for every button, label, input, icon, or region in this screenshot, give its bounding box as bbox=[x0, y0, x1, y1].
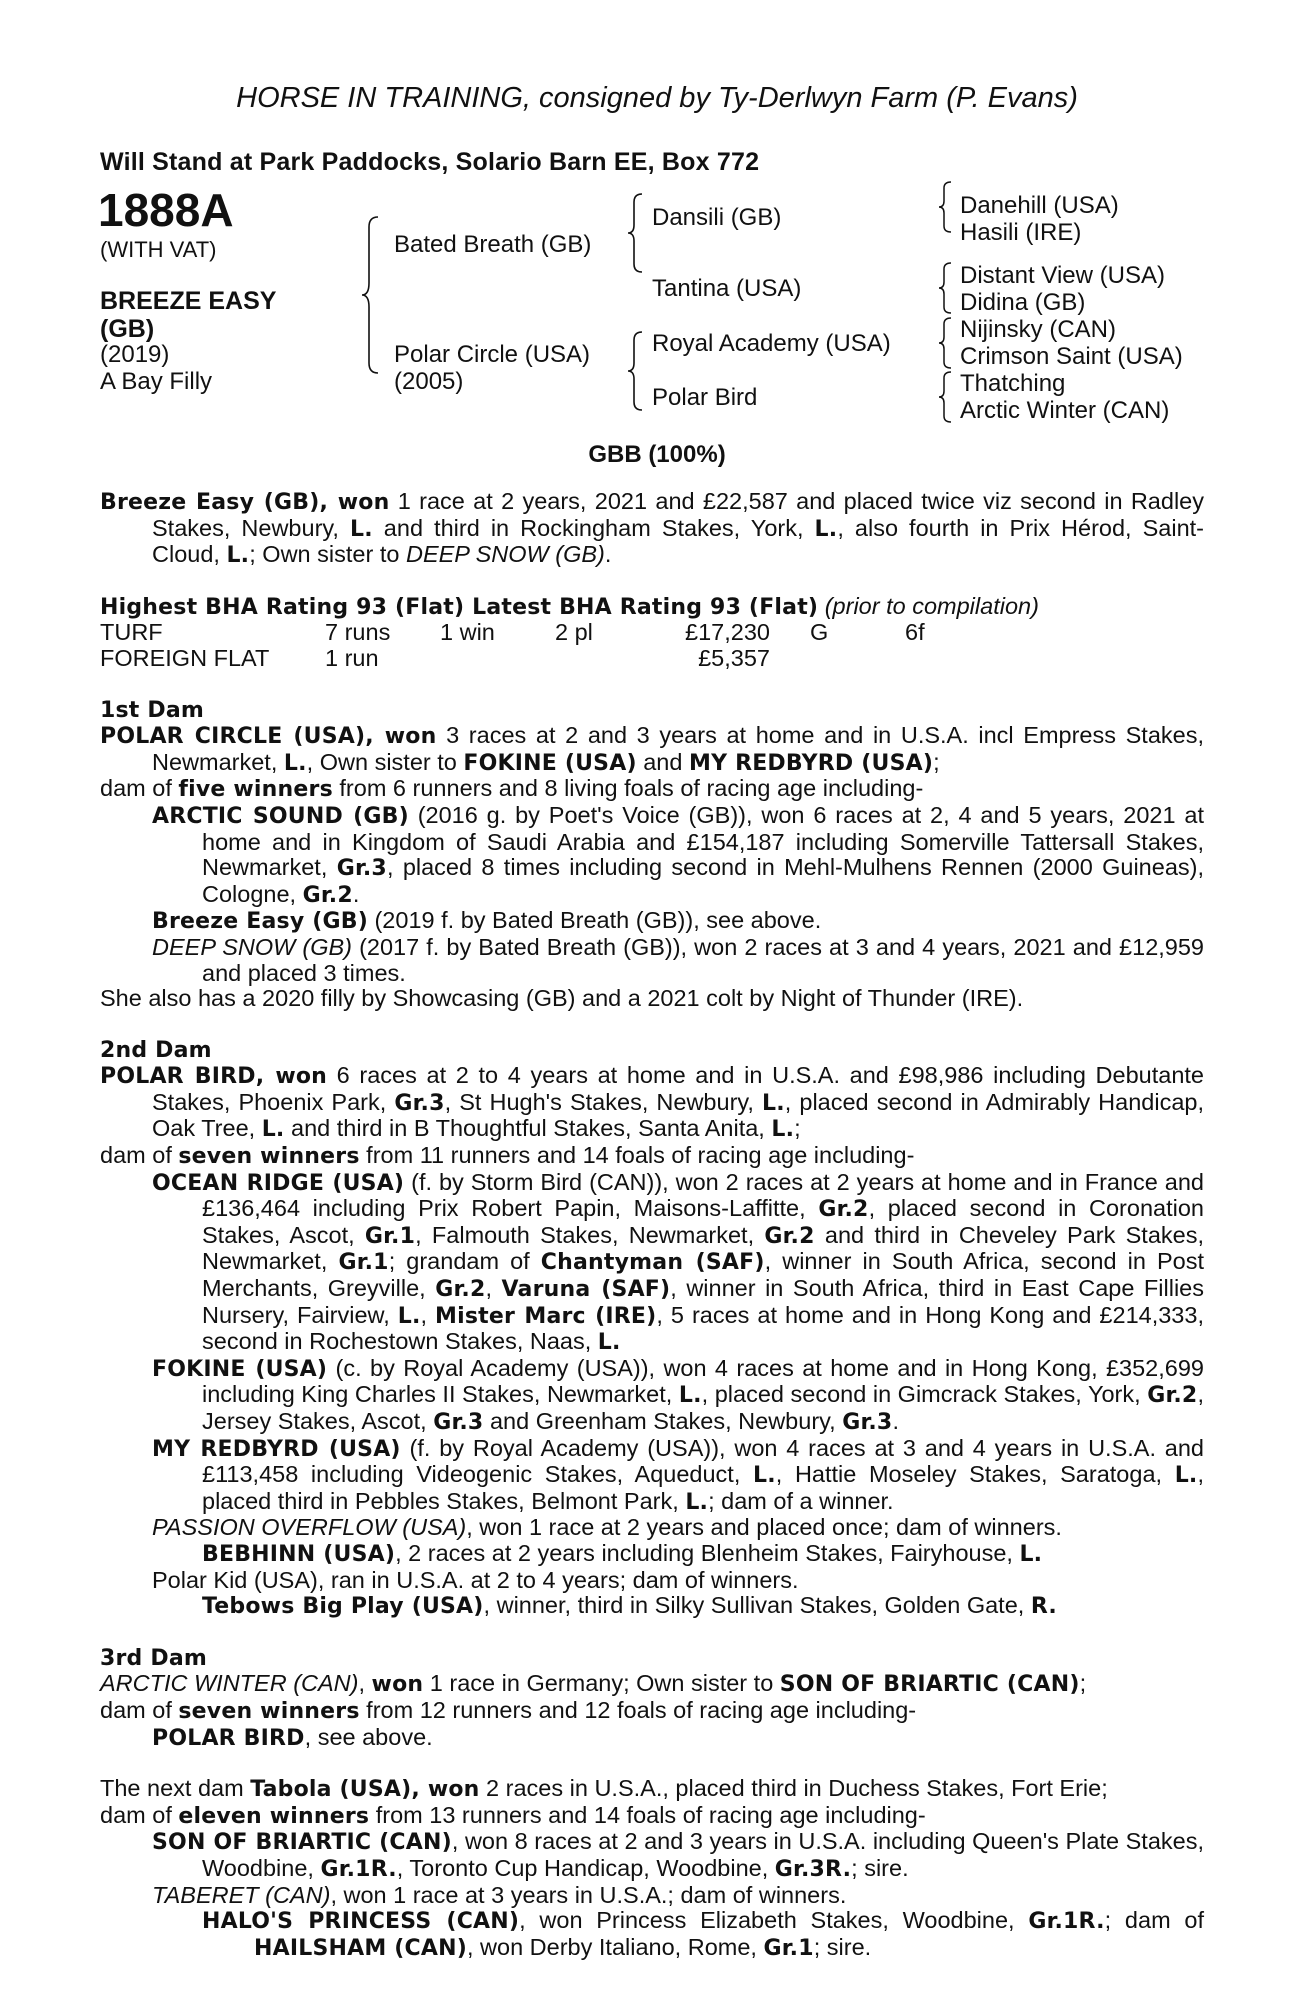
sire-sire: Dansili (GB) bbox=[652, 204, 782, 231]
stand-location: Will Stand at Park Paddocks, Solario Barn EE, Box 772 bbox=[100, 148, 760, 176]
dam-sire: Royal Academy (USA) bbox=[652, 330, 891, 357]
produce-arctic-sound: ARCTIC SOUND (GB) (2016 g. by Poet's Voice (GB)), won 6 races at 2, 4 and 5 years, 2021 at home and in Kingdom of Saudi Arabia and £154,187 including Somerville Tattersall Stakes, Newmarket, Gr.3, placed 8 times including second in Mehl-Mulhens Rennen (2000 Guineas), Cologne, Gr.2. bbox=[152, 801, 1204, 908]
tantina-brace bbox=[937, 261, 955, 315]
second-dam-produce-summary: dam of seven winners from 11 runners and 14 foals of racing age including- bbox=[100, 1142, 915, 1170]
second-dam-heading: 2nd Dam bbox=[100, 1037, 212, 1063]
first-dam-other-produce: She also has a 2020 filly by Showcasing (GB) and a 2021 colt by Night of Thunder (IRE). bbox=[100, 985, 1024, 1012]
gg-4: Didina (GB) bbox=[960, 289, 1086, 316]
summary-paragraph: Breeze Easy (GB), won 1 race at 2 years, 2021 and £22,587 and placed twice viz second in Radley Stakes, Newbury, L. and third in Rockingham Stakes, York, L., also fourth in Prix Hérod, Saint-Cloud, L.; Own sister to DEEP SNOW (GB). bbox=[100, 488, 1205, 569]
produce-bebhinn: BEBHINN (USA), 2 races at 2 years including Blenheim Stakes, Fairyhouse, L. bbox=[202, 1539, 1043, 1567]
horse-description: A Bay Filly bbox=[100, 368, 213, 395]
catalogue-body bbox=[100, 489, 1204, 1961]
sire-dam: Tantina (USA) bbox=[652, 275, 802, 302]
turf-row: TURF 7 runs 1 win 2 pl £17,230 G 6f bbox=[100, 619, 925, 646]
horse-country: (GB) bbox=[100, 315, 155, 343]
produce-taberet: TABERET (CAN), won 1 race at 3 years in U.S.A.; dam of winners. bbox=[152, 1881, 847, 1908]
dam-line-brace bbox=[626, 330, 646, 412]
rating-note: (prior to compilation) bbox=[824, 592, 1039, 619]
produce-tebows-big-play: Tebows Big Play (USA), winner, third in Silky Sullivan Stakes, Golden Gate, R. bbox=[202, 1592, 1057, 1620]
dam-dam: Polar Bird bbox=[652, 384, 758, 411]
dansili-brace bbox=[937, 180, 955, 234]
produce-deep-snow: DEEP SNOW (GB) (2017 f. by Bated Breath (GB)), won 2 races at 3 and 4 years, 2021 and £12,959 and placed 3 times. bbox=[152, 933, 1204, 986]
produce-son-of-briartic: SON OF BRIARTIC (CAN), won 8 races at 2 and 3 years in U.S.A. including Queen's Plate Stakes, Woodbine, Gr.1R., Toronto Cup Handicap, Woodbine, Gr.3R.; sire. bbox=[152, 1828, 1204, 1882]
foreign-row: FOREIGN FLAT 1 run £5,357 bbox=[100, 644, 770, 671]
horse-year: (2019) bbox=[100, 341, 170, 368]
sire-line-brace bbox=[626, 192, 646, 274]
produce-breeze-easy: Breeze Easy (GB) (2019 f. by Bated Breath (GB)), see above. bbox=[152, 907, 822, 935]
vat-note: (WITH VAT) bbox=[100, 237, 217, 262]
gg-6: Crimson Saint (USA) bbox=[960, 343, 1183, 370]
rating-block bbox=[100, 594, 1204, 672]
produce-polar-bird: POLAR BIRD, see above. bbox=[152, 1723, 433, 1751]
polar-bird-brace bbox=[937, 370, 955, 424]
rating-heading: Highest BHA Rating 93 (Flat) Latest BHA Rating 93 (Flat) bbox=[100, 594, 819, 620]
royal-academy-brace bbox=[937, 316, 955, 370]
produce-halos-princess: HALO'S PRINCESS (CAN), won Princess Elizabeth Stakes, Woodbine, Gr.1R.; dam of HAILSHAM (CAN), won Derby Italiano, Rome, Gr.1; sire. bbox=[202, 1907, 1204, 1961]
produce-passion-overflow: PASSION OVERFLOW (USA), won 1 race at 2 years and placed once; dam of winners. bbox=[152, 1514, 1062, 1541]
gg-8: Arctic Winter (CAN) bbox=[960, 397, 1170, 424]
gg-7: Thatching bbox=[960, 370, 1066, 397]
gg-2: Hasili (IRE) bbox=[960, 219, 1082, 246]
first-dam-heading: 1st Dam bbox=[100, 697, 205, 723]
gbb-rating: GBB (100%) bbox=[588, 441, 726, 468]
horse-name: BREEZE EASY bbox=[100, 287, 277, 315]
gg-1: Danehill (USA) bbox=[960, 192, 1119, 219]
second-dam-record: POLAR BIRD, won 6 races at 2 to 4 years at home and in U.S.A. and £98,986 including Debutante Stakes, Phoenix Park, Gr.3, St Hugh's Stakes, Newbury, L., placed second in Admirably Handicap, Oak Tree, L. and third in B Thoughtful Stakes, Santa Anita, L.; bbox=[100, 1062, 1204, 1143]
fourth-dam-record: The next dam Tabola (USA), won 2 races in U.S.A., placed third in Duchess Stakes, Fort Erie; bbox=[100, 1775, 1108, 1803]
produce-ocean-ridge: OCEAN RIDGE (USA) (f. by Storm Bird (CAN)), won 2 races at 2 years at home and in France and £136,464 including Prix Robert Papin, Maisons-Laffitte, Gr.2, placed second in Coronation Stakes, Ascot, Gr.1, Falmouth Stakes, Newmarket, Gr.2 and third in Cheveley Park Stakes, Newmarket, Gr.1; grandam of Chantyman (SAF), winner in South Africa, second in Post Merchants, Greyville, Gr.2, Varuna (SAF), winner in South Africa, third in East Cape Fillies Nursery, Fairview, L., Mister Marc (IRE), 5 races at home and in Hong Kong and £214,333, second in Rochestown Stakes, Naas, L. bbox=[152, 1168, 1205, 1356]
dam-year: (2005) bbox=[394, 368, 464, 395]
produce-polar-kid: Polar Kid (USA), ran in U.S.A. at 2 to 4 years; dam of winners. bbox=[152, 1566, 799, 1593]
lot-number: 1888A bbox=[98, 184, 234, 236]
dam-name: Polar Circle (USA) bbox=[394, 341, 591, 368]
third-dam-produce-summary: dam of seven winners from 12 runners and 12 foals of racing age including- bbox=[100, 1696, 917, 1724]
fourth-dam-produce-summary: dam of eleven winners from 13 runners and 14 foals of racing age including- bbox=[100, 1801, 926, 1829]
page-header: HORSE IN TRAINING, consigned by Ty-Derlwyn Farm (P. Evans) bbox=[236, 82, 1078, 114]
first-dam-produce-summary: dam of five winners from 6 runners and 8 living foals of racing age including- bbox=[100, 775, 924, 803]
first-dam-record: POLAR CIRCLE (USA), won 3 races at 2 and 3 years at home and in U.S.A. incl Empress Stakes, Newmarket, L., Own sister to FOKINE (USA) and MY REDBYRD (USA); bbox=[100, 722, 1205, 776]
gg-3: Distant View (USA) bbox=[960, 262, 1165, 289]
produce-fokine: FOKINE (USA) (c. by Royal Academy (USA)), won 4 races at home and in Hong Kong, £352,699 including King Charles II Stakes, Newmarket, L., placed second in Gimcrack Stakes, York, Gr.2, Jersey Stakes, Ascot, Gr.3 and Greenham Stakes, Newbury, Gr.3. bbox=[152, 1354, 1204, 1435]
sire-name: Bated Breath (GB) bbox=[394, 231, 592, 258]
gg-5: Nijinsky (CAN) bbox=[960, 316, 1116, 343]
sire-dam-brace bbox=[360, 215, 382, 375]
third-dam-record: ARCTIC WINTER (CAN), won 1 race in Germany; Own sister to SON OF BRIARTIC (CAN); bbox=[100, 1670, 1087, 1698]
third-dam-heading: 3rd Dam bbox=[100, 1645, 207, 1671]
produce-my-redbyrd: MY REDBYRD (USA) (f. by Royal Academy (USA)), won 4 races at 3 and 4 years in U.S.A. and £113,458 including Videogenic Stakes, Aqueduct, L., Hattie Moseley Stakes, Saratoga, L., placed third in Pebbles Stakes, Belmont Park, L.; dam of a winner. bbox=[152, 1434, 1204, 1515]
